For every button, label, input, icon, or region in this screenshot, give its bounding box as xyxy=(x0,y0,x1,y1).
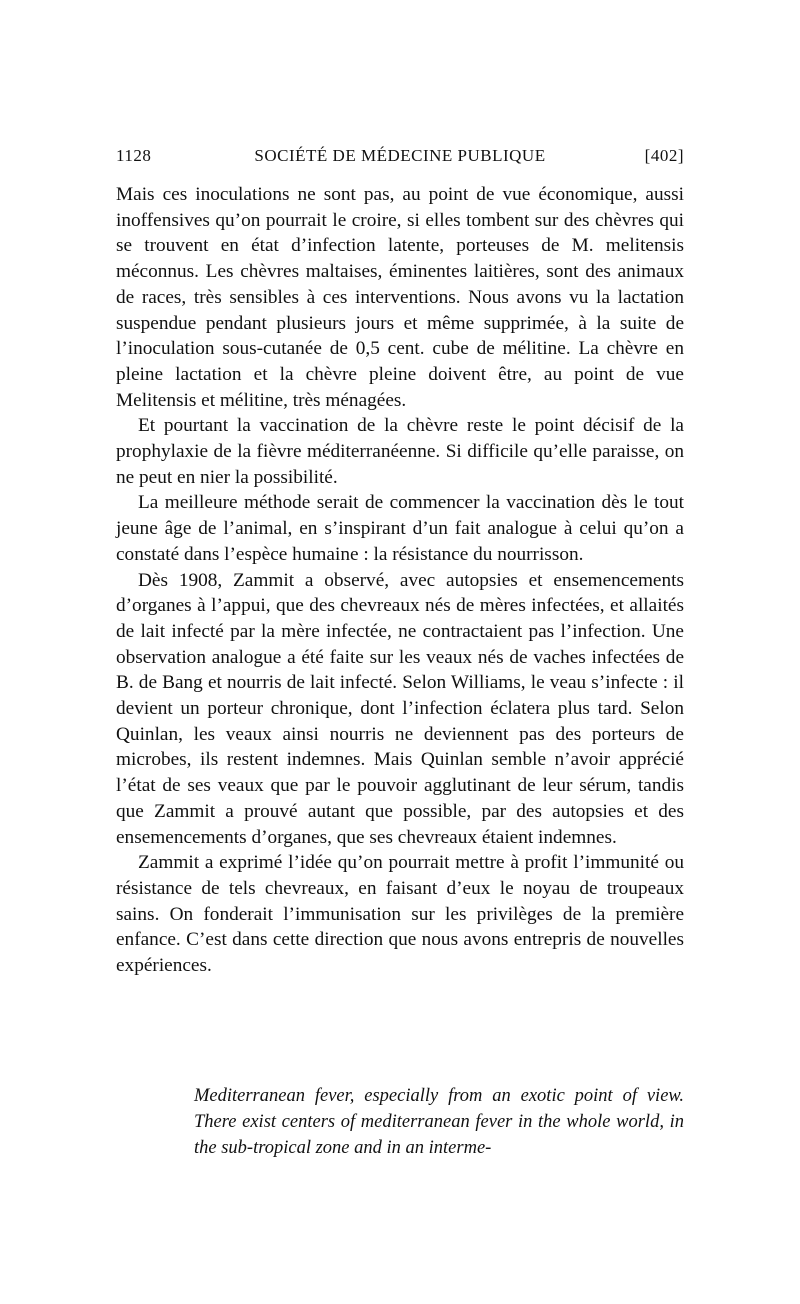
paragraph-3: La meilleure méthode serait de commencer la vaccination dès le tout jeune âge de l’animal, en s’inspirant d’un fait analogue à celui qu’on a constaté dans l’espèce humaine : la résistance du nourrisson. xyxy=(116,492,684,565)
paragraph-1: Mais ces inoculations ne sont pas, au point de vue économique, aussi inoffensives qu’on pourrait le croire, si elles tombent sur des chèvres qui se trouvent en état d’infection latente, porteuses de M. melitensis méconnus. Les chèvres maltaises, éminentes laitières, sont des animaux de races, très sensibles à ces interventions. Nous avons vu la lactation suspendue pendant plusieurs jours et même supprimée, à la suite de l’inoculation sous-cutanée de 0,5 cent. cube de mélitine. La chèvre en pleine lactation et la chèvre pleine doivent être, au point de vue Melitensis et mélitine, très ménagées. xyxy=(116,184,684,411)
page-number: 1128 xyxy=(116,146,152,165)
paragraph-2: Et pourtant la vaccination de la chèvre reste le point décisif de la prophylaxie de la fièvre méditerranéenne. Si difficile qu’elle paraisse, on ne peut en nier la possibilité. xyxy=(116,415,684,488)
abstract-text: Mediterranean fever, especially from an exotic point of view. There exist centers of mediterranean fever in the whole world, in the sub-tropical zone and in an interme- xyxy=(194,1086,684,1158)
bracketed-page-number: [402] xyxy=(644,146,684,165)
paragraph-4: Dès 1908, Zammit a observé, avec autopsies et ensemencements d’organes à l’appui, que des chevreaux nés de mères infectées, et allaités de lait infecté par la mère infectée, ne contractaient pas l’infection. Une observation analogue a été faite sur les veaux nés de vaches infectées de B. de Bang et nourris de lait infecté. Selon Williams, le veau s’infecte : il devient un porteur chronique, dont l’infection éclatera plus tard. Selon Quinlan, les veaux ainsi nourris ne deviennent pas des porteurs de microbes, ils restent indemnes. Mais Quinlan semble n’avoir apprécié l’état de ses veaux que par le pouvoir agglutinant de leur sérum, tandis que Zammit a prouvé autant que possible, par des autopsies et des ensemencements d’organes, que ses chevreaux étaient indemnes. xyxy=(116,569,684,848)
running-title: SOCIÉTÉ DE MÉDECINE PUBLIQUE xyxy=(254,146,546,165)
paragraph-5: Zammit a exprimé l’idée qu’on pourrait mettre à profit l’immunité ou résistance de tels chevreaux, en faisant d’eux le noyau de troupeaux sains. On fonderait l’immunisation sur les privilèges de la première enfance. C’est dans cette direction que nous avons entrepris de nouvelles expériences. xyxy=(116,852,684,977)
page-header xyxy=(116,146,684,172)
english-abstract xyxy=(194,1083,684,1161)
main-text xyxy=(116,182,684,979)
